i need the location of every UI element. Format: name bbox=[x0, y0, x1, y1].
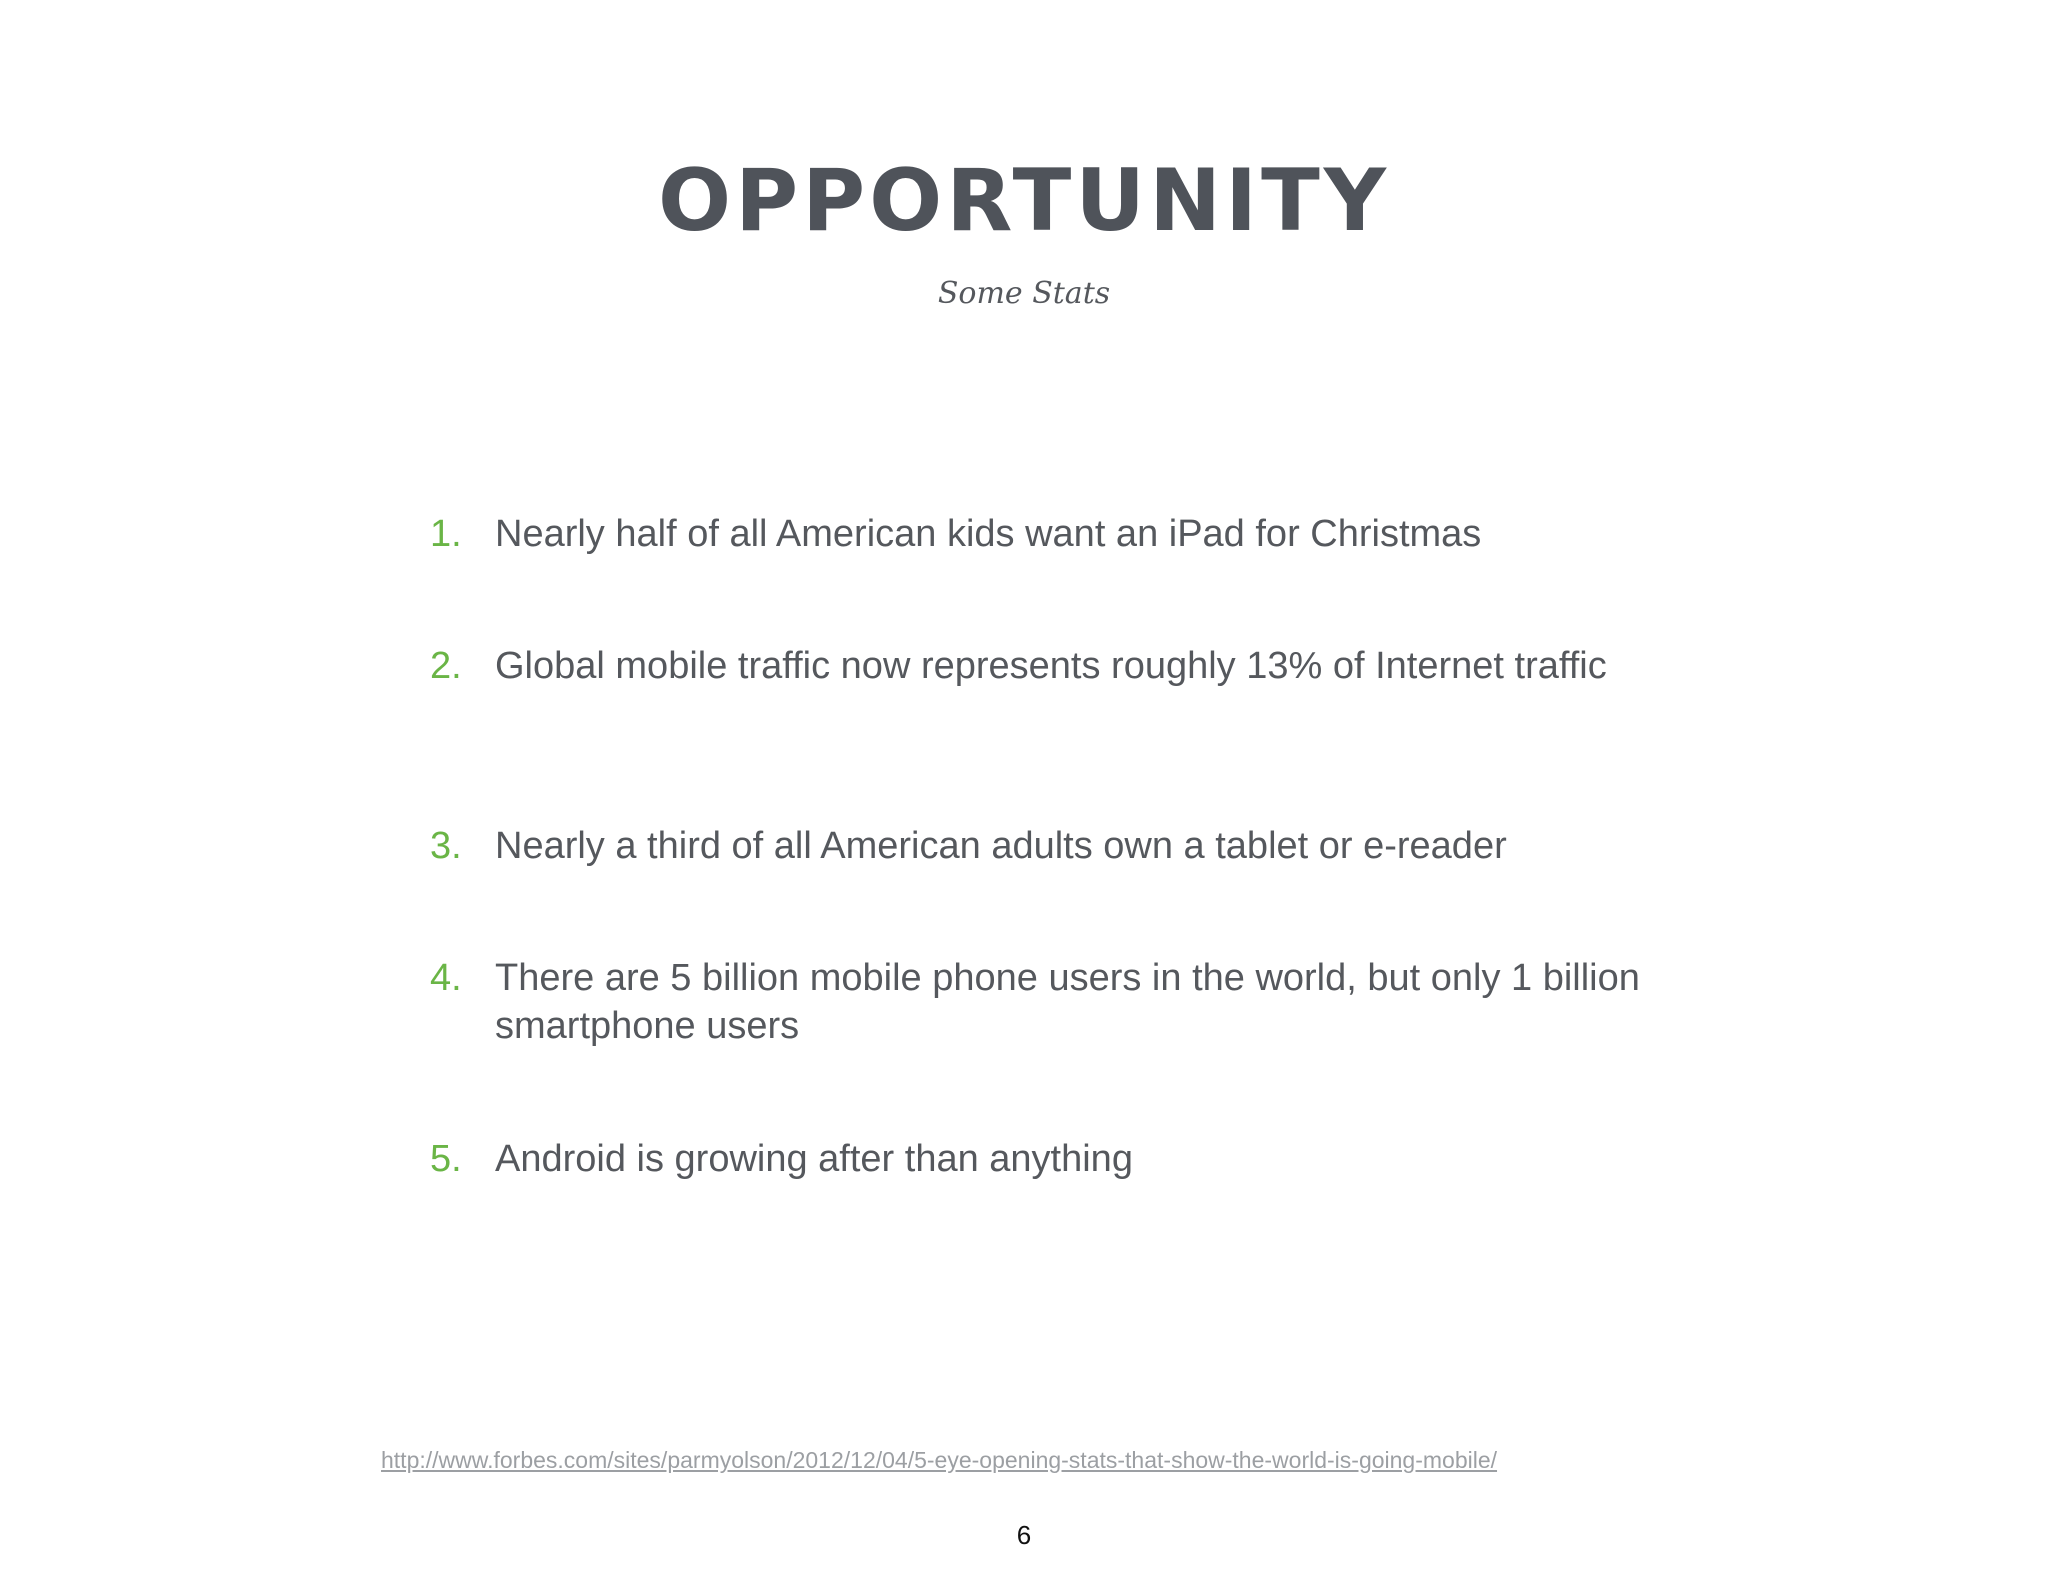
stat-text: Nearly half of all American kids want an iPad for Christmas bbox=[495, 513, 1482, 555]
stat-item bbox=[430, 510, 1650, 558]
slide-title: OPPORTUNITY bbox=[657, 151, 1391, 251]
stat-text: There are 5 billion mobile phone users in the world, but only 1 billion smartphone users bbox=[495, 957, 1640, 1047]
stat-item bbox=[430, 822, 1650, 870]
slide-subtitle: Some Stats bbox=[937, 276, 1111, 311]
stat-number: 3. bbox=[430, 825, 462, 867]
source-link[interactable]: http://www.forbes.com/sites/parmyolson/2012/12/04/5-eye-opening-stats-that-show-the-world-is-going-mobile/ bbox=[381, 1447, 1498, 1473]
stat-number: 1. bbox=[430, 513, 462, 555]
stat-item bbox=[430, 954, 1650, 1050]
stat-item bbox=[430, 642, 1650, 690]
stat-number: 2. bbox=[430, 645, 462, 687]
stat-item bbox=[430, 1135, 1650, 1183]
stat-text: Global mobile traffic now represents roughly 13% of Internet traffic bbox=[495, 645, 1607, 687]
stat-number: 5. bbox=[430, 1138, 462, 1180]
stat-text: Nearly a third of all American adults own a tablet or e-reader bbox=[495, 825, 1507, 867]
stat-text: Android is growing after than anything bbox=[495, 1138, 1133, 1180]
stat-number: 4. bbox=[430, 957, 462, 999]
page-number: 6 bbox=[1016, 1520, 1032, 1550]
